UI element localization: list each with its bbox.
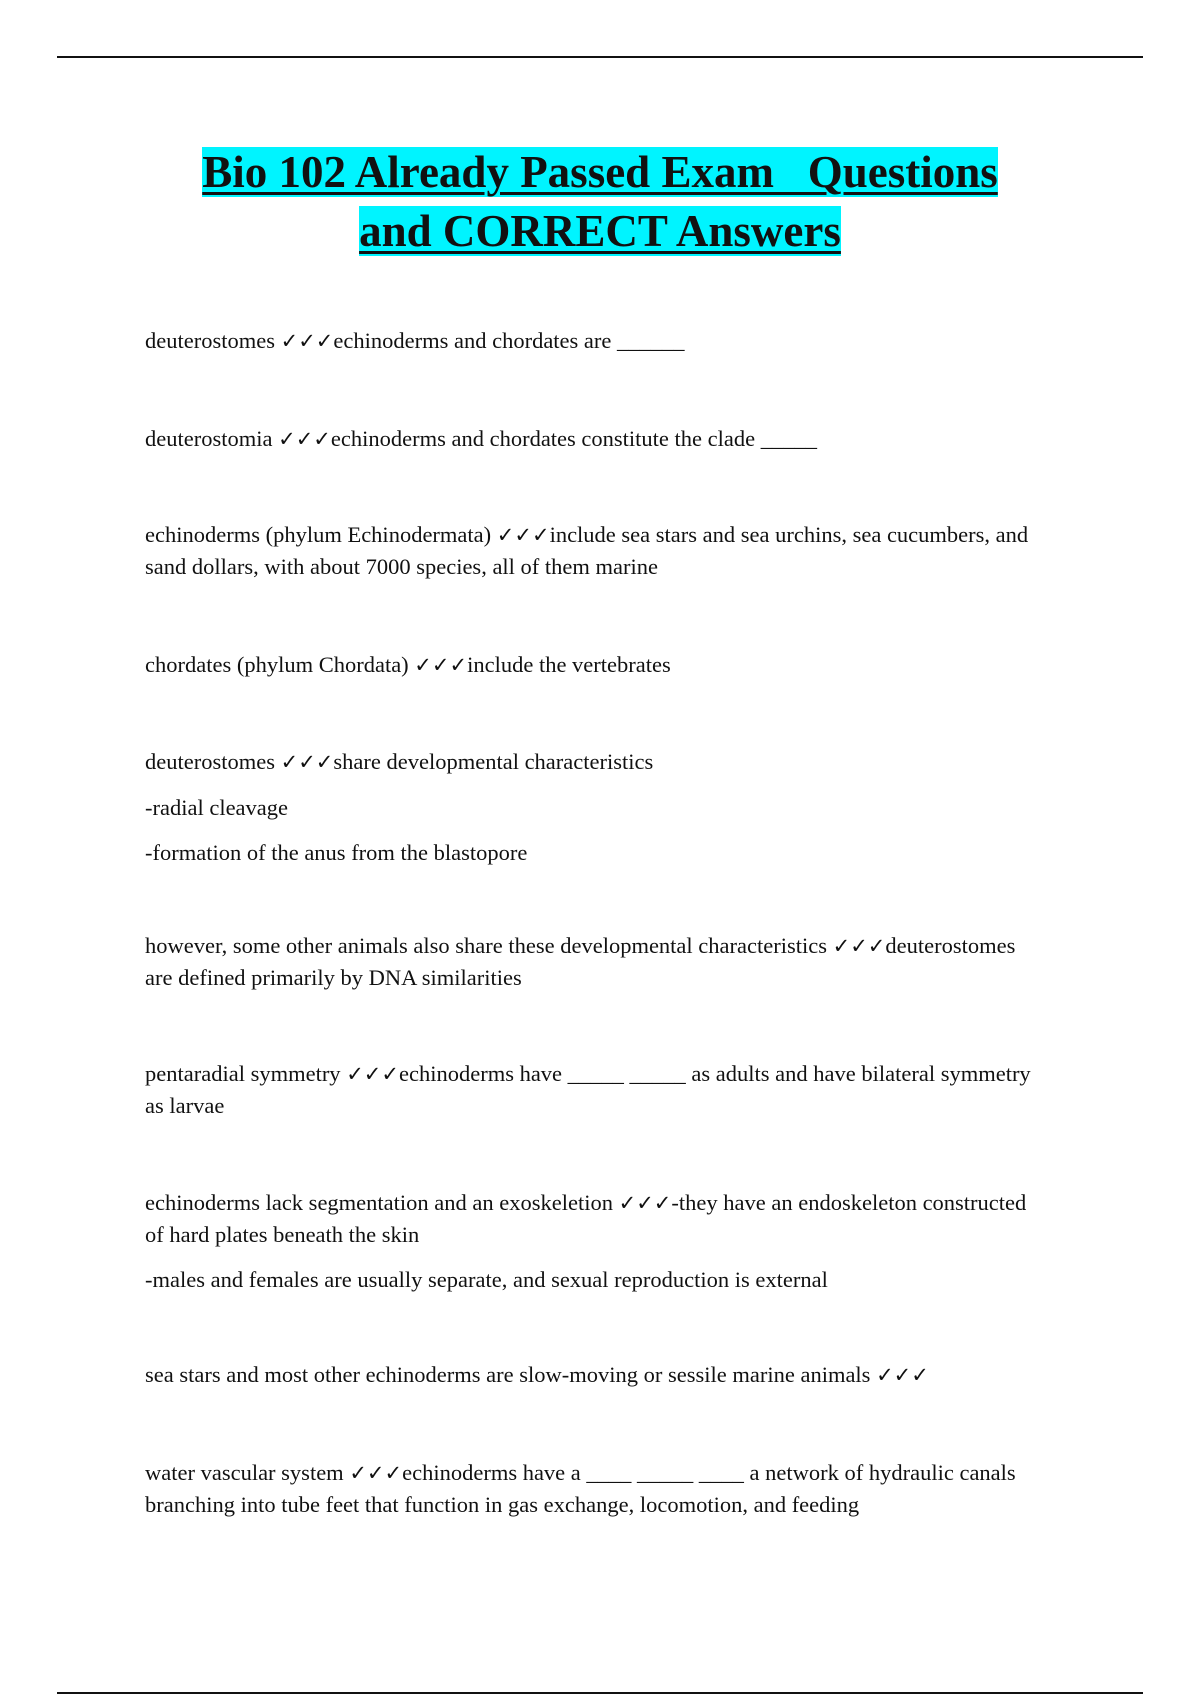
check-icon: ✓✓✓ [618,1191,672,1215]
qa-paragraph [145,1187,1045,1250]
qa-subpoint: -radial cleavage [145,795,289,820]
check-icon: ✓✓✓ [414,653,468,677]
qa-item [145,1359,1045,1391]
qa-paragraph [145,423,1045,455]
qa-term: water vascular system [145,1460,350,1485]
check-icon: ✓✓✓ [346,1062,399,1086]
qa-subpoint: -formation of the anus from the blastopore [145,840,528,865]
qa-term: sea stars and most other echinoderms are slow-moving or sessile marine animals [145,1362,877,1387]
check-icon: ✓✓✓ [280,750,334,774]
qa-item [145,1187,1045,1295]
qa-answer: include sea stars and sea urchins, sea cucumbers, and sand dollars, with about 7000 species, all of them marine [145,522,1029,579]
qa-paragraph [145,1457,1045,1520]
qa-term: deuterostomes [145,749,281,774]
qa-term: chordates (phylum Chordata) [145,652,415,677]
qa-paragraph [145,325,1045,357]
check-icon: ✓✓✓ [832,934,886,958]
check-icon: ✓✓✓ [496,523,550,547]
qa-term: echinoderms lack segmentation and an exoskeletion [145,1190,619,1215]
qa-term: deuterostomia [145,426,279,451]
qa-paragraph [145,1058,1045,1121]
title-line-2: and CORRECT Answers [359,206,841,256]
qa-term: however, some other animals also share these developmental characteristics [145,933,833,958]
qa-item [145,746,1045,868]
document-title [100,143,1100,261]
check-icon: ✓✓✓ [278,427,331,451]
qa-answer: echinoderms and chordates are ______ [333,328,685,353]
qa-item [145,325,1045,357]
qa-answer: -they have an endoskeleton constructed of hard plates beneath the skin [145,1190,1027,1247]
qa-answer: echinoderms and chordates constitute the clade _____ [330,426,817,451]
qa-answer: echinoderms have a ____ _____ ____ a network of hydraulic canals branching into tube feet that function in gas exchange, locomotion, and feeding [145,1460,1016,1517]
qa-paragraph [145,519,1045,582]
qa-answer: echinoderms have _____ _____ as adults and have bilateral symmetry as larvae [145,1061,1031,1118]
qa-item [145,519,1045,582]
qa-paragraph [145,649,1045,681]
qa-item [145,1457,1045,1520]
qa-subpoint: -males and females are usually separate, and sexual reproduction is external [145,1267,828,1292]
qa-answer: include the vertebrates [467,652,671,677]
qa-answer: share developmental characteristics [333,749,654,774]
qa-paragraph [145,930,1045,993]
top-rule [57,56,1143,58]
qa-list [145,325,1045,1520]
qa-term: echinoderms (phylum Echinodermata) [145,522,497,547]
check-icon: ✓✓✓ [349,1461,403,1485]
qa-item [145,930,1045,993]
qa-term: pentaradial symmetry [145,1061,347,1086]
check-icon: ✓✓✓ [876,1363,929,1387]
qa-term: deuterostomes [145,328,281,353]
qa-answer: deuterostomes are defined primarily by DNA similarities [145,933,1016,990]
qa-paragraph [145,1359,1045,1391]
title-line-1: Bio 102 Already Passed Exam Questions [202,147,998,197]
qa-item [145,649,1045,681]
check-icon: ✓✓✓ [280,329,334,353]
qa-item [145,1058,1045,1121]
qa-paragraph [145,746,1045,778]
qa-item [145,423,1045,455]
bottom-rule [57,1692,1143,1694]
